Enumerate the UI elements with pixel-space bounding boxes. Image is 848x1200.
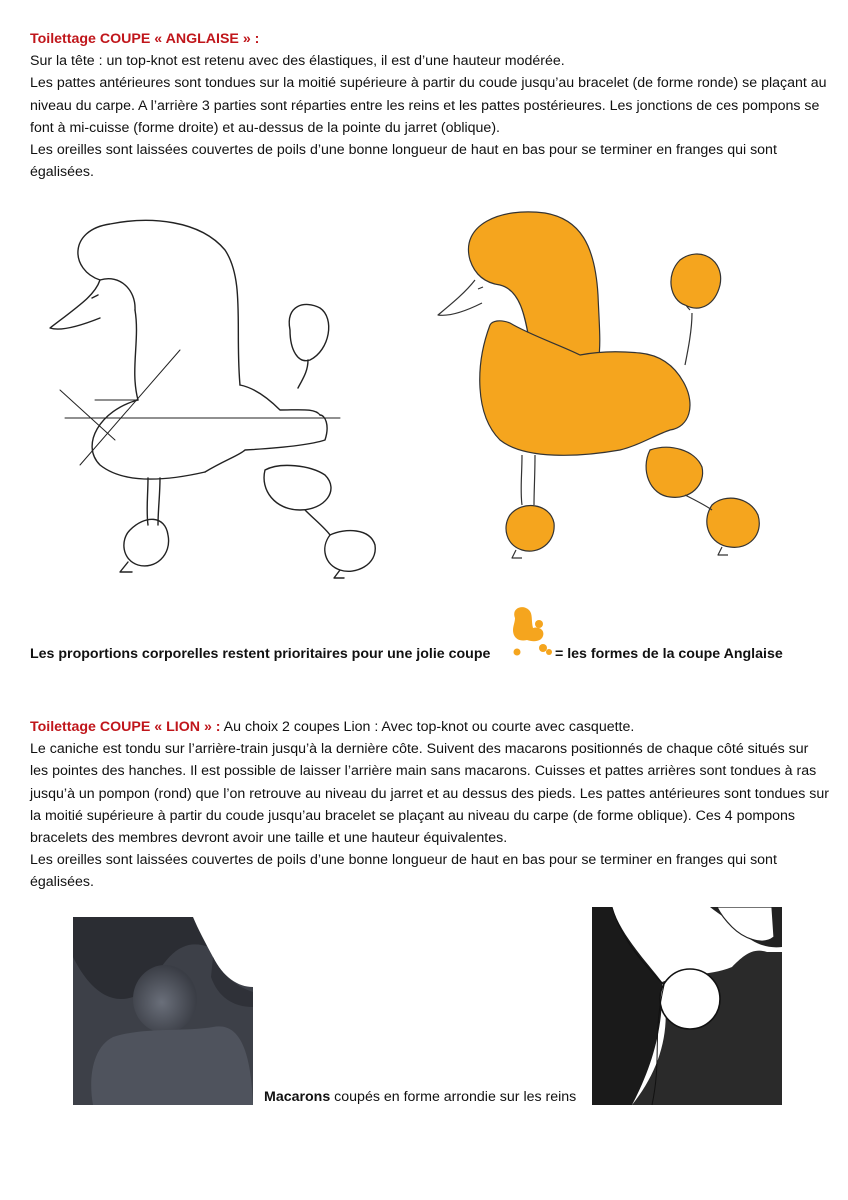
anglaise-section: [30, 28, 830, 183]
macarons-caption-bold: Macarons: [264, 1089, 331, 1105]
lion-paragraph: Les oreilles sont laissées couvertes de poils d’une bonne longueur de haut en bas pour se terminer en franges qui sont égalisées.: [30, 852, 777, 891]
anglaise-paragraph: Les oreilles sont laissées couvertes de poils d’une bonne longueur de haut en bas pour se terminer en franges qui sont égalisées.: [30, 142, 777, 181]
poodle-anglaise-colored: [430, 205, 775, 575]
lion-title-line: [30, 716, 830, 738]
lion-section: [30, 716, 830, 894]
small-anglaise-silhouette-icon: [505, 604, 553, 658]
lion-paragraph: Le caniche est tondu sur l’arrière-train jusqu’à la dernière côte. Suivent des macarons positionnés de chaque côté situés sur les pointes des hanches. Il est possible de laisser l’arrière main sans macarons. Cuisses et pattes arrières sont tondues à ras jusqu’à un pompon (rond) que l’on retrouve au niveau du jarret et au dessus des pieds. Les pattes antérieures sont tondues sur la moitié supérieure à partir du coude jusqu’au bracelet se plaçant au niveau du carpe (de forme oblique). Ces 4 pompons bracelets des membres devront avoir une taille et une hauteur équivalentes.: [30, 741, 829, 847]
macaron-sketch: [592, 907, 782, 1105]
lion-intro: Au choix 2 coupes Lion : Avec top-knot ou courte avec casquette.: [220, 719, 635, 735]
anglaise-shapes-caption: = les formes de la coupe Anglaise: [555, 646, 783, 662]
proportions-caption: Les proportions corporelles restent prioritaires pour une jolie coupe: [30, 646, 491, 662]
anglaise-paragraph: Sur la tête : un top-knot est retenu avec des élastiques, il est d’une hauteur modérée.: [30, 53, 565, 70]
anglaise-paragraph: Les pattes antérieures sont tondues sur la moitié supérieure à partir du coude jusqu’au bracelet (de forme ronde) se plaçant au niveau du carpe. A l’arrière 3 parties sont réparties entre les reins et les pattes postérieures. Les jonctions de ces pompons se font à mi-cuisse (forme droite) et au-dessus de la pointe du jarret (oblique).: [30, 75, 827, 136]
poodle-sketch-drawing: [40, 210, 400, 585]
macaron-photo: [73, 917, 253, 1105]
anglaise-title: Toilettage COUPE « ANGLAISE » :: [30, 31, 260, 47]
lion-title: Toilettage COUPE « LION » :: [30, 719, 221, 735]
macarons-caption-text: coupés en forme arrondie sur les reins: [330, 1089, 577, 1105]
macarons-caption: [264, 1089, 576, 1105]
